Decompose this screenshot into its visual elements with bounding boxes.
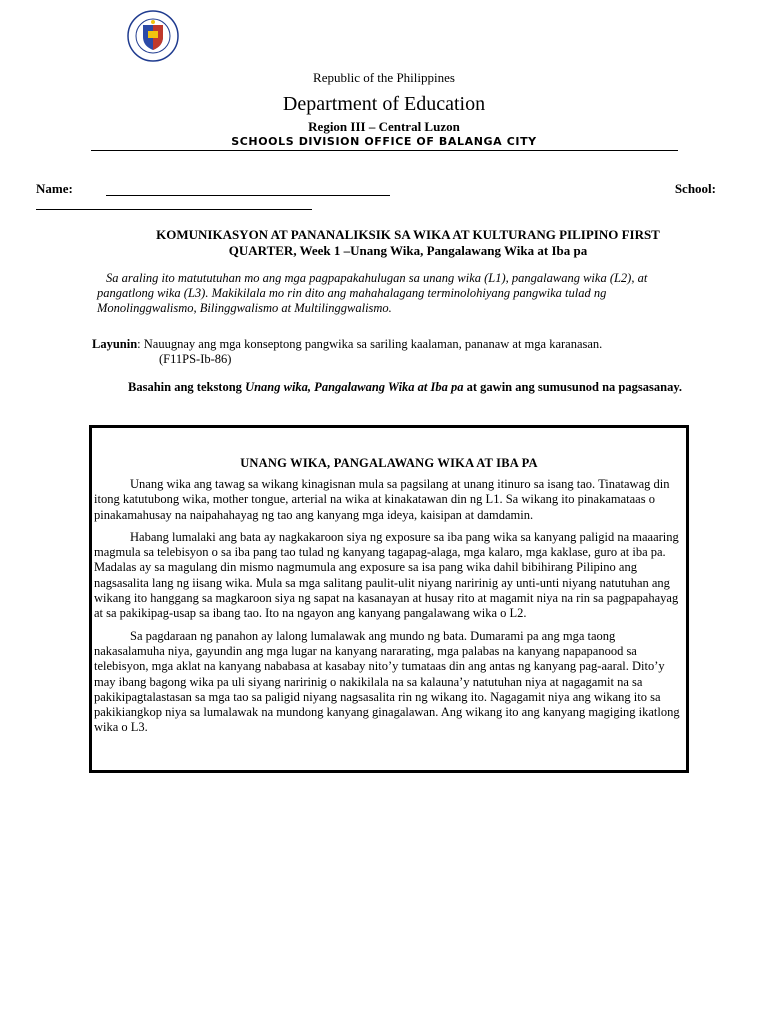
name-blank-line[interactable] (106, 195, 390, 196)
lesson-title-line2: QUARTER, Week 1 –Unang Wika, Pangalawang Wika at Iba pa (228, 243, 588, 258)
objective-code: (F11PS-Ib-86) (159, 352, 232, 366)
division-office-line: SCHOOLS DIVISION OFFICE OF BALANGA CITY (231, 135, 537, 148)
reading-title: UNANG WIKA, PANGALAWANG WIKA AT IBA PA (240, 456, 538, 470)
reading-paragraph: Habang lumalaki ang bata ay nagkakaroon siya ng exposure sa iba pang wika sa kanyang paligid na maaaring magmula sa telebisyon o sa iba pang tao tulad ng kanyang tagapag-alaga, mga kalaro, mga kaklase, guro at iba pa. Madalas ay sa magulang din mismo nagmumula ang exposure sa isa pang wika dahil bibihirang Pilipino ang nagsasalita lang ng iisang wika. Mula sa mga salitang paulit-ulit niyang naririnig ay unti-unti niyang natutuhan ang wikang ito hanggang sa magkaroon siya ng sapat na kasanayan at husay rito at magamit niya na rin sa pagpapahayag at sa pakikipag-usap sa ibang tao. Ito na ngayon ang kanyang pangalawang wika o L2. (94, 529, 679, 621)
objective-text: : Nauugnay ang mga konseptong pangwika sa sariling kaalaman, pananaw at mga karanasan. (137, 337, 603, 351)
department-title: Department of Education (282, 93, 486, 115)
name-label: Name: (36, 181, 73, 196)
instruction-text-title: Unang wika, Pangalawang Wika at Iba pa (245, 380, 464, 394)
header-divider (91, 150, 678, 151)
lesson-title (128, 227, 688, 259)
name-school-row (36, 181, 716, 197)
objective-label: Layunin (92, 337, 138, 351)
instruction-post: at gawin ang sumusunod na pagsasanay. (463, 380, 683, 394)
lesson-title-line1: KOMUNIKASYON AT PANANALIKSIK SA WIKA AT KULTURANG PILIPINO FIRST (156, 227, 660, 242)
lesson-intro: Sa araling ito matututuhan mo ang mga pagpapakahulugan sa unang wika (L1), pangalawang wika (L2), at pangatlong wika (L3). Makikilala mo rin dito ang mahahalagang terminolohiyang pangwika tulad ng Monolinggwalismo, Bilinggwalismo at Multilinggwalismo. (97, 271, 648, 315)
reading-instruction (92, 379, 716, 395)
reading-body (94, 477, 684, 743)
instruction-pre: Basahin ang tekstong (128, 380, 246, 394)
republic-line: Republic of the Philippines (313, 70, 455, 85)
deped-seal-logo (127, 10, 179, 62)
reading-paragraph: Unang wika ang tawag sa wikang kinagisnan mula sa pagsilang at unang itinuro sa isang tao. Tinatawag din itong katutubong wika, mother tongue, arterial na wika at kinakatawan din ng L1. Sa wikang ito pinakamataas o pinakamahusay na naipahahayag ng tao ang kanyang mga ideya, kaisipan at damdamin. (94, 477, 670, 522)
objective (92, 337, 716, 367)
school-blank-line[interactable] (36, 209, 312, 210)
school-label: School: (674, 181, 716, 196)
reading-paragraph: Sa pagdaraan ng panahon ay lalong lumalawak ang mundo ng bata. Dumarami pa ang mga taong nakasalamuha niya, gayundin ang mga lugar na kanyang nararating, mga palabas na kanyang napapanood sa telebisyon, mga aklat na kanyang nababasa at kasabay nito’y tumataas din ang antas ng kanyang pag-aaral. Dito’y may ibang bagong wika pa uli siyang naririnig o nakikilala na sa kalauna’y natutuhan niya at nagagamit na sa pakikipagtalastasan sa mga tao sa paligid niyang nagsasalita rin ng wikang ito. Nagagamit niya ang wikang ito sa pakikiangkop niya sa lumalawak na mundong kanyang ginagalawan. Ang wikang ito ang kanyang magiging ikatlong wika o L3. (94, 628, 680, 735)
reading-box (89, 425, 689, 773)
region-line: Region III – Central Luzon (308, 119, 460, 134)
